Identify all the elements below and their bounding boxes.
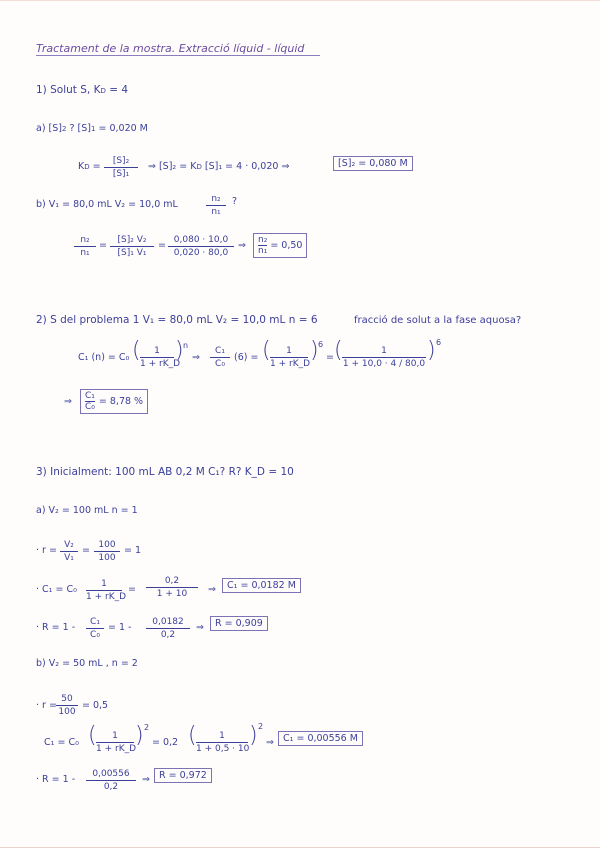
kd-rhs: ⇒ [S]₂ = KD [S]₁ = 4 · 0,020 ⇒ xyxy=(148,161,290,172)
problem-1-heading: 1) Solut S, KD = 4 xyxy=(36,84,129,96)
result-box-2: $\frac{\text{C₁}}{\text{C₀}}$ = 8,78 % xyxy=(80,389,148,414)
c1b-formula-fraction: $\frac{1}{1 + rK\_D}$ xyxy=(96,731,137,754)
arrow-Rb: ⇒ xyxy=(142,774,150,785)
problem-2-heading: 2) S del problema 1 V₁ = 80,0 mL V₂ = 10,0 mL n = 6 xyxy=(36,314,318,326)
c1b-label: C₁ = C₀ xyxy=(44,737,79,748)
c1b-numeric-fraction: $\frac{1}{1 + 0,5 \cdot 10}$ xyxy=(196,731,250,754)
question-mark: ? xyxy=(232,196,238,207)
kd-lhs: KD = xyxy=(78,161,101,172)
c1-label: · C₁ = C₀ xyxy=(36,584,77,595)
result-box-R: R = 0,909 xyxy=(210,618,268,629)
paren-close: ) xyxy=(175,338,184,363)
problem-1a-line: a) [S]2 ? [S]1 = 0,020 M xyxy=(36,123,148,134)
eq-r: = xyxy=(82,545,90,556)
eq-c1: = xyxy=(128,584,136,595)
exponent-2a: 2 xyxy=(144,723,150,732)
arrow-R: ⇒ xyxy=(196,622,204,633)
paren-close-b2: ) xyxy=(249,723,258,748)
six-label: (6) = xyxy=(234,352,259,363)
exponent-2b: 2 xyxy=(258,722,264,731)
paren-close-b: ) xyxy=(135,723,144,748)
r-value: = 1 xyxy=(124,545,142,556)
numeric-fraction-2: $\frac{1}{1 + 10,0 \cdot 4 / 80,0}$ xyxy=(342,346,426,369)
eq-sign: = xyxy=(99,240,107,251)
problem-3b-line: b) V₂ = 50 mL , n = 2 xyxy=(36,658,138,669)
rb-label: · r = xyxy=(36,700,57,711)
arrow-c1: ⇒ xyxy=(208,584,216,595)
page-top-edge xyxy=(0,0,600,1)
exponent-n: n xyxy=(183,341,189,350)
paren-open-3: ( xyxy=(334,338,343,363)
r-numeric-fraction: $\frac{100}{100}$ xyxy=(94,540,120,563)
result-box-c1: C₁ = 0,0182 M xyxy=(222,580,301,591)
c1-c0-fraction: $\frac{\text{C₁}}{\text{C₀}}$ xyxy=(210,346,230,369)
R-eq: = 1 - xyxy=(108,622,132,633)
paren-open-b2: ( xyxy=(188,723,197,748)
page-title: Tractament de la mostra. Extracció líquid - líquid xyxy=(36,42,305,55)
result-box-c1b: C₁ = 0,00556 M xyxy=(278,733,363,744)
c1n-label: C₁ (n) = C₀ xyxy=(78,352,130,363)
arrow-c1b: ⇒ xyxy=(266,737,274,748)
c1-numeric-fraction: $\frac{0,2}{1 + 10}$ xyxy=(146,576,198,599)
problem-2-question: fracció de solut a la fase aquosa? xyxy=(354,315,522,326)
title-underline xyxy=(36,55,320,56)
rb-value: = 0,5 xyxy=(82,700,109,711)
exponent-6b: 6 xyxy=(436,338,442,347)
formula-fraction: $\frac{1}{1 + rK\_D}$ xyxy=(140,346,181,369)
eq-sign-p2: = xyxy=(326,352,334,363)
arrow-2: ⇒ xyxy=(192,352,200,363)
r-fraction: $\frac{\text{V₂}}{\text{V₁}}$ xyxy=(60,540,78,563)
exponent-6a: 6 xyxy=(318,340,324,349)
R-label: · R = 1 - xyxy=(36,622,76,633)
r-label: · r = xyxy=(36,545,57,556)
paren-close-2: ) xyxy=(310,338,319,363)
problem-1b-line: b) V₁ = 80,0 mL V₂ = 10,0 mL xyxy=(36,199,178,210)
eq-sign-2: = xyxy=(158,240,166,251)
c1-formula-fraction: $\frac{1}{1 + rK\_D}$ xyxy=(86,579,127,602)
R-numeric-fraction: $\frac{0,0182}{0,2}$ xyxy=(146,617,190,640)
result-box-1a: [S]₂ = 0,080 M xyxy=(333,158,413,169)
c1b-mid: = 0,2 xyxy=(152,737,179,748)
arrow-2b: ⇒ xyxy=(64,396,72,407)
paren-open: ( xyxy=(132,338,141,363)
paren-open-b: ( xyxy=(88,723,97,748)
Rb-label: · R = 1 - xyxy=(36,774,76,785)
R-fraction: $\frac{\text{C₁}}{\text{C₀}}$ xyxy=(86,617,104,640)
problem-3a-line: a) V₂ = 100 mL n = 1 xyxy=(36,505,138,516)
n2-n1-fraction: $\frac{\text{n₂}}{\text{n₁}}$ xyxy=(206,194,226,217)
conc-volume-fraction: $\frac{\text{[S]₂ V₂}}{\text{[S]₁ V₁}}$ xyxy=(110,235,154,258)
paren-open-2: ( xyxy=(262,338,271,363)
numeric-fraction: $\frac{0,080 \cdot 10,0}{0,020 \cdot 80,0}$ xyxy=(168,235,234,258)
ratio-n-fraction: $\frac{\text{n₂}}{\text{n₁}}$ xyxy=(74,235,96,258)
result-box-Rb: R = 0,972 xyxy=(154,770,212,781)
Rb-fraction: $\frac{0,00556}{0,2}$ xyxy=(86,769,136,792)
result-box-1b: $\frac{\text{n₂}}{\text{n₁}}$ = 0,50 xyxy=(253,233,307,258)
arrow-1b: ⇒ xyxy=(238,240,246,251)
problem-3-heading: 3) Inicialment: 100 mL AB 0,2 M C₁? R? K_D = 10 xyxy=(36,466,294,478)
formula-fraction-2: $\frac{1}{1 + rK\_D}$ xyxy=(270,346,311,369)
kd-fraction: $\frac{\text{[S]₂}}{\text{[S]₁}}$ xyxy=(104,156,138,179)
rb-fraction: $\frac{50}{100}$ xyxy=(56,694,78,717)
paren-close-3: ) xyxy=(427,338,436,363)
